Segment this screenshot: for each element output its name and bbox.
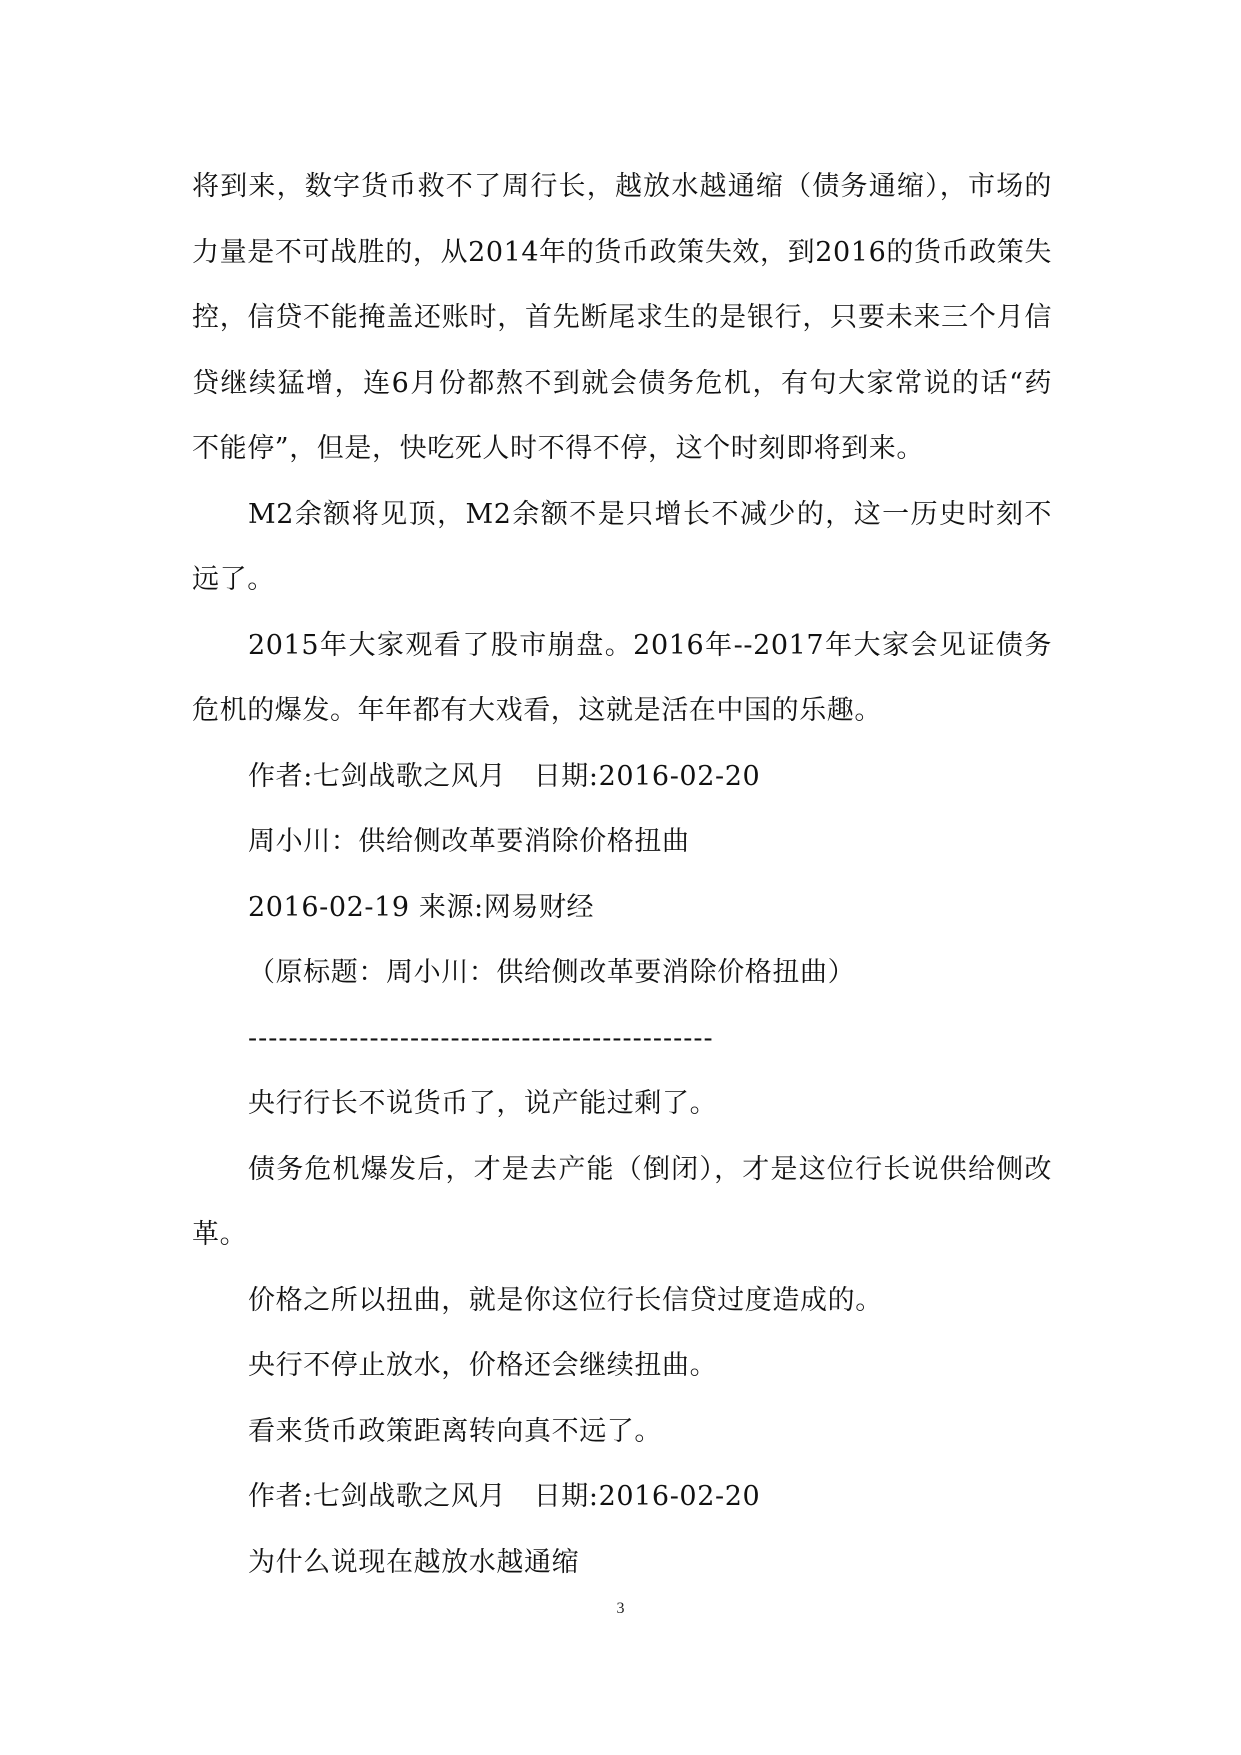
paragraph-policy-turn: 看来货币政策距离转向真不远了。 bbox=[248, 1415, 662, 1447]
author-date-line-2: 作者:七剑战歌之风月 日期:2016-02-20 bbox=[248, 1481, 761, 1512]
paragraph-m2-balance: M2余额将见顶，M2余额不是只增长不减少的，这一历史时刻不远了。 bbox=[192, 498, 1052, 595]
article-title: 周小川：供给侧改革要消除价格扭曲 bbox=[248, 826, 690, 857]
section-heading-deflation: 为什么说现在越放水越通缩 bbox=[248, 1546, 580, 1578]
page-number: 3 bbox=[616, 1600, 625, 1617]
dashed-divider: ---------------------------------------------- bbox=[248, 1022, 714, 1054]
original-title-note: （原标题：周小川：供给侧改革要消除价格扭曲） bbox=[248, 957, 856, 988]
paragraph-continued-from-previous-page: 将到来，数字货币救不了周行长，越放水越通缩（债务通缩），市场的力量是不可战胜的，从2014年的货币政策失效，到2016的货币政策失控，信贷不能掩盖还账时，首先断尾求生的是银行，只要未来三个月信贷继续猛增，连6月份都熬不到就会债务危机，有句大家常说的话“药不能停”，但是，快吃死人时不得不停，这个时刻即将到来。 bbox=[192, 171, 1052, 464]
paragraph-stock-crash: 2015年大家观看了股市崩盘。2016年--2017年大家会见证债务危机的爆发。年年都有大戏看，这就是活在中国的乐趣。 bbox=[192, 629, 1052, 726]
document-body bbox=[192, 154, 1052, 1595]
paragraph-continued-distortion: 央行不停止放水，价格还会继续扭曲。 bbox=[248, 1350, 718, 1381]
article-source-line: 2016-02-19 来源:网易财经 bbox=[248, 891, 595, 923]
paragraph-governor-capacity: 央行行长不说货币了，说产能过剩了。 bbox=[248, 1088, 718, 1119]
author-date-line: 作者:七剑战歌之风月 日期:2016-02-20 bbox=[248, 760, 761, 792]
paragraph-price-distortion: 价格之所以扭曲，就是你这位行长信贷过度造成的。 bbox=[248, 1284, 883, 1316]
paragraph-supply-side-reform: 债务危机爆发后，才是去产能（倒闭），才是这位行长说供给侧改革。 bbox=[192, 1153, 1052, 1250]
